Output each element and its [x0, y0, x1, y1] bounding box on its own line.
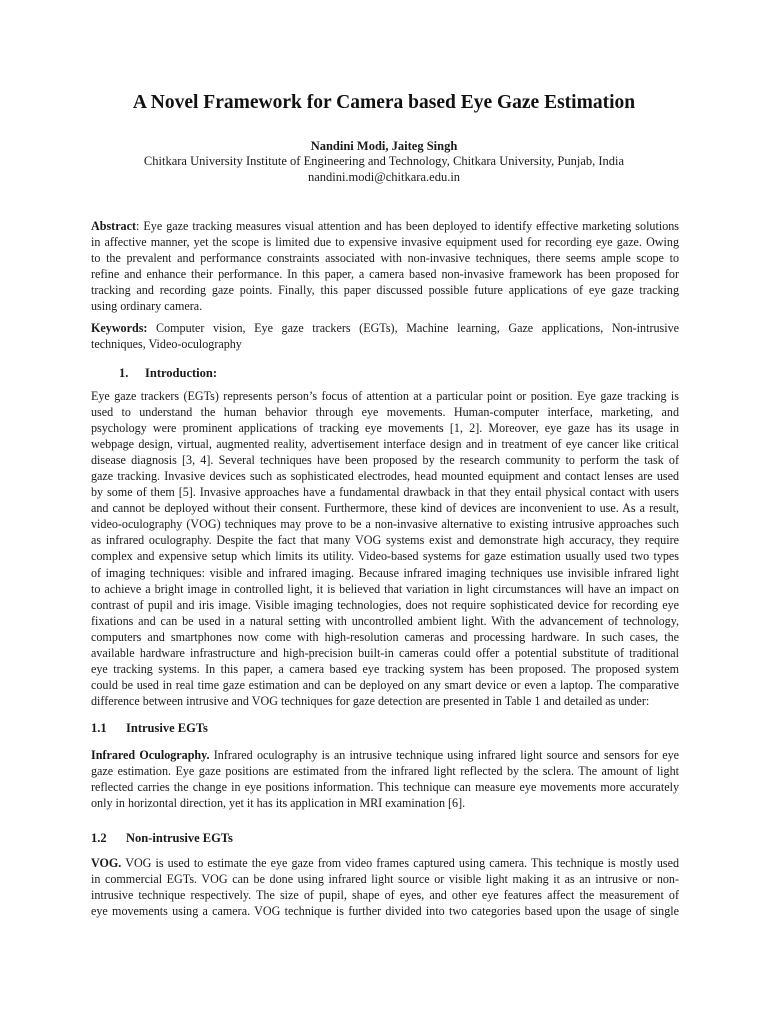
abstract-line: using ordinary camera.: [91, 299, 203, 314]
paragraph-line: in commercial EGTs. VOG can be done using infrared light source or visible light making it as an intrusive or non-: [91, 872, 679, 887]
paragraph-line: gaze tracking. Invasive devices such as sophisticated electrodes, head mounted equipment and contact lenses are used: [91, 469, 679, 484]
paragraph-line: fixations and can be used in a natural setting with uncontrolled ambient light. With the advancement of technology,: [91, 613, 679, 628]
paragraph-line: eye movements using a camera. VOG technique is further divided into two categories based upon the usage of single: [91, 904, 679, 919]
subsection-heading: Intrusive EGTs: [126, 721, 208, 735]
paragraph-line: webpage design, virtual, augmented reality, advertisement interface design and in treatment of eye cancer like critical: [91, 437, 679, 452]
paragraph-line: and cannot be deployed without their consent. Furthermore, these kind of devices are inconvenient to use. As a result,: [91, 501, 679, 516]
paragraph-line: could be used in real time gaze estimation and can be deployed on any smart device or even a laptop. The comparative: [91, 677, 679, 692]
subsection-number: 1.1: [91, 721, 107, 735]
paragraph-line: complex and expensive setup which limits its utility. Video-based systems for gaze estimation usually used two types: [91, 549, 679, 564]
author-email: nandini.modi@chitkara.edu.in: [307, 170, 461, 184]
subsection-number: 1.2: [91, 831, 107, 845]
abstract-line: in affective manner, yet the scope is limited due to expensive invasive equipment used for recording eye gaze. Owing: [91, 235, 679, 250]
paragraph-line: intrusive technique respectively. The size of pupil, shape of eyes, and other eye features affect the measurement of: [91, 888, 679, 903]
keywords-label: Keywords:: [91, 321, 148, 335]
paragraph-line: disease diagnosis [3, 4]. Several techniques have been proposed by the research community to perform the task of: [91, 453, 679, 468]
paragraph-line: difference between intrusive and VOG techniques for gaze detection are presented in Table 1 and detailed as under:: [91, 693, 650, 708]
paragraph-line: Eye gaze trackers (EGTs) represents person’s focus of attention at a particular point or position. Eye gaze tracking is: [91, 389, 679, 403]
author-affiliation: Chitkara University Institute of Engineering and Technology, Chitkara University, Punjab, India: [143, 154, 625, 168]
keywords: [91, 320, 679, 352]
paragraph-line: available hardware infrastructure and high-precision built-in cameras could offer a potential substitute of traditional: [91, 645, 679, 660]
paper-authors: Nandini Modi, Jaiteg Singh: [310, 139, 458, 153]
paragraph-line: only in horizontal direction, yet it has its application in MRI examination [6].: [91, 796, 466, 811]
paragraph-line: video-oculography (VOG) techniques may prove to be a non-invasive alternative to existing intrusive approaches such: [91, 517, 679, 532]
section-number: 1.: [119, 366, 129, 380]
keywords-line: techniques, Video-oculography: [91, 337, 242, 352]
vog-paragraph: [91, 855, 679, 919]
paragraph-line: reflected carries the change in eye positions information. This technique can measure eye movements more accurately: [91, 780, 679, 795]
paper-title: A Novel Framework for Camera based Eye Gaze Estimation: [132, 92, 636, 113]
paragraph-line: computers and smartphones now come with high-resolution cameras and processing hardware. In such cases, the: [91, 629, 679, 644]
paragraph-line: of imaging techniques: visible and infrared imaging. Because infrared imaging techniques use invisible infrared light: [91, 565, 679, 580]
abstract-line: tracking and recording gaze points. Finally, this paper discussed possible future applications of eye gaze tracking: [91, 283, 679, 298]
paragraph-line: used to understand the human behavior through eye movements. Human-computer interface, marketing, and: [91, 405, 679, 420]
abstract-line: Abstract: Eye gaze tracking measures visual attention and has been deployed to identify effective marketing solutions: [91, 219, 679, 233]
paragraph-line: to achieve a bright image in controlled light, it is believed that variation in light circumstances will have an impact on: [91, 581, 679, 596]
abstract-label: Abstract: [91, 219, 137, 233]
paragraph-line: VOG. VOG is used to estimate the eye gaze from video frames captured using camera. This technique is mostly used: [91, 856, 679, 870]
introduction-paragraph: [91, 388, 679, 709]
paragraph-line: as infrared oculography. Despite the fact that many VOG systems exist and demonstrate high accuracy, they require: [91, 533, 679, 548]
paragraph-line: gaze estimation. Eye gaze positions are estimated from the infrared light reflected by the sclera. The amount of light: [91, 764, 679, 779]
abstract: [91, 218, 679, 314]
paragraph-lead: VOG.: [91, 856, 122, 870]
section-heading: Introduction:: [145, 366, 218, 380]
subsection-heading: Non-intrusive EGTs: [126, 831, 233, 845]
paragraph-line: Infrared Oculography. Infrared oculography is an intrusive technique using infrared light source and sensors for eye: [91, 748, 679, 762]
paragraph-line: contrast of pupil and iris image. Visible imaging technologies, does not require sophisticated device for recording eye: [91, 597, 679, 612]
paragraph-line: psychology were prominent applications of tracking eye movements [1, 2]. Moreover, eye gaze has its usage in: [91, 421, 679, 436]
paragraph-lead: Infrared Oculography.: [91, 748, 210, 762]
keywords-line: Keywords: Computer vision, Eye gaze trackers (EGTs), Machine learning, Gaze applications, Non-intrusive: [91, 321, 679, 335]
paragraph-line: eye tracking systems. In this paper, a camera based eye tracking system has been proposed. The proposed system: [91, 661, 679, 676]
abstract-line: refine and enhance their performance. In this paper, a camera based non-invasive framework has been proposed for: [91, 267, 679, 282]
paragraph-line: by some of them [5]. Invasive approaches have a fundamental drawback in that they entail physical contact with users: [91, 485, 679, 500]
infrared-oculography-paragraph: [91, 747, 679, 811]
abstract-line: to the prevalent and performance constraints associated with non-invasive techniques, there seems ample scope to: [91, 251, 679, 266]
